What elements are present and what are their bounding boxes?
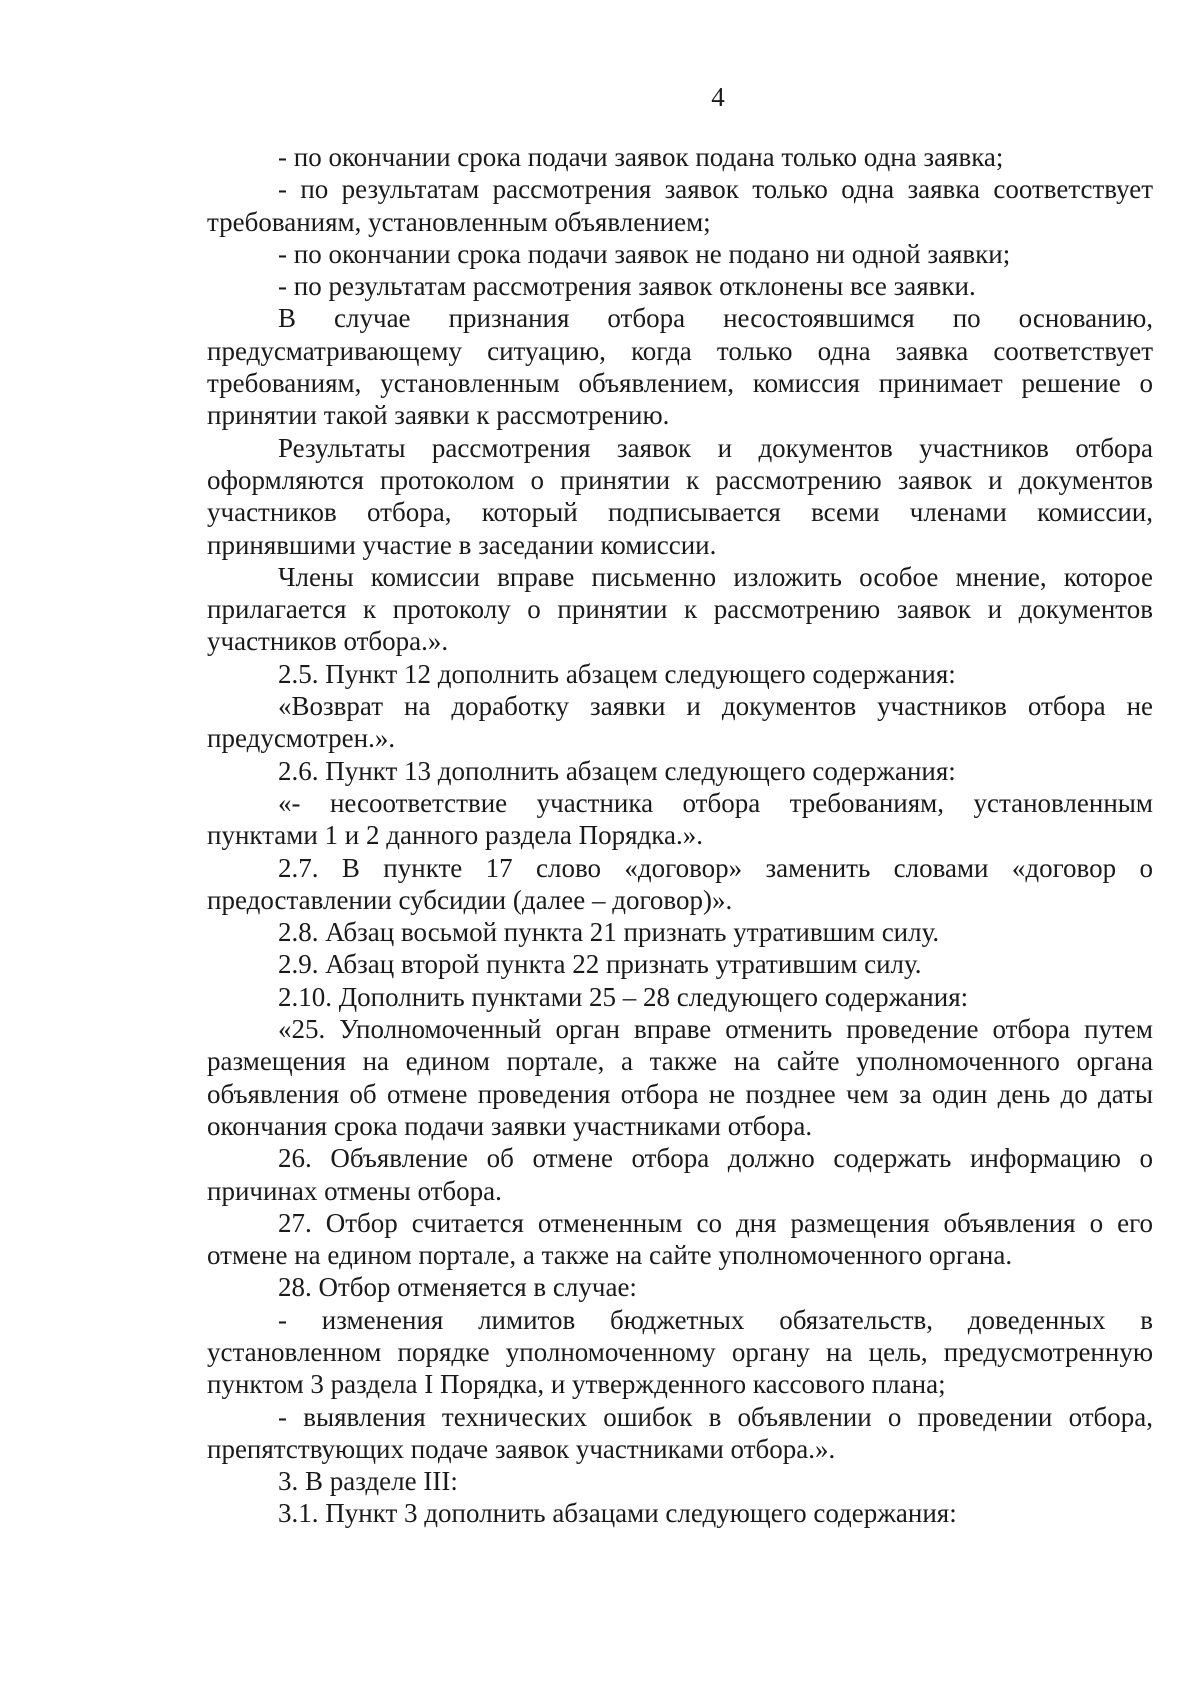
- paragraph: 2.10. Дополнить пунктами 25 – 28 следующего содержания:: [278, 981, 969, 1012]
- paragraph: 3.1. Пункт 3 дополнить абзацами следующего содержания:: [278, 1498, 957, 1529]
- page-number: 4: [711, 82, 725, 112]
- paragraph: - по окончании срока подачи заявок подана только одна заявка;: [278, 142, 1004, 172]
- paragraph: 26. Объявление об отмене отбора должно содержать информацию о причинах отмены отбора.: [207, 1143, 1153, 1206]
- paragraph: 28. Отбор отменяется в случае:: [278, 1272, 637, 1303]
- document-body: [207, 141, 1153, 1530]
- paragraph: Члены комиссии вправе письменно изложить особое мнение, которое прилагается к протоколу о принятии к рассмотрению заявок и документов участников отбора.».: [207, 561, 1153, 657]
- paragraph: «25. Уполномоченный орган вправе отменить проведение отбора путем размещения на едином портале, а также на сайте уполномоченного органа объявления об отмене проведения отбора не позднее чем за один день до даты окончания срока подачи заявки участниками отбора.: [207, 1014, 1153, 1141]
- paragraph: - изменения лимитов бюджетных обязательств, доведенных в установленном порядке уполномоченному органу на цель, предусмотренную пунктом 3 раздела I Порядка, и утвержденного кассового плана;: [207, 1304, 1153, 1400]
- paragraph: 2.7. В пункте 17 слово «договор» заменить словами «договор о предоставлении субсидии (далее – договор)».: [207, 852, 1153, 915]
- paragraph: - по окончании срока подачи заявок не подано ни одной заявки;: [278, 238, 1011, 269]
- paragraph: Результаты рассмотрения заявок и документов участников отбора оформляются протоколом о принятии к рассмотрению заявок и документов участников отбора, который подписывается всеми членами комиссии, принявшими участие в заседании комиссии.: [207, 432, 1153, 560]
- paragraph: - по результатам рассмотрения заявок отклонены все заявки.: [278, 271, 976, 302]
- paragraph: В случае признания отбора несостоявшимся по основанию, предусматривающему ситуацию, когда только одна заявка соответствует требованиям, установленным объявлением, комиссия принимает решение о принятии такой заявки к рассмотрению.: [207, 303, 1153, 431]
- paragraph: «Возврат на доработку заявки и документов участников отбора не предусмотрен.».: [207, 691, 1153, 754]
- paragraph: 3. В разделе III:: [278, 1466, 458, 1497]
- paragraph: 2.9. Абзац второй пункта 22 признать утратившим силу.: [278, 949, 922, 980]
- paragraph: 27. Отбор считается отмененным со дня размещения объявления о его отмене на едином портале, а также на сайте уполномоченного органа.: [207, 1207, 1153, 1271]
- paragraph: 2.6. Пункт 13 дополнить абзацем следующего содержания:: [278, 755, 956, 786]
- paragraph: 2.8. Абзац восьмой пункта 21 признать утратившим силу.: [278, 917, 940, 948]
- paragraph: 2.5. Пункт 12 дополнить абзацем следующего содержания:: [278, 658, 956, 689]
- paragraph: - выявления технических ошибок в объявлении о проведении отбора, препятствующих подаче заявок участниками отбора.».: [207, 1401, 1153, 1464]
- paragraph: - по результатам рассмотрения заявок только одна заявка соответствует требованиям, установленным объявлением;: [207, 174, 1153, 237]
- paragraph: «- несоответствие участника отбора требованиям, установленным пунктами 1 и 2 данного раздела Порядка.».: [207, 787, 1153, 851]
